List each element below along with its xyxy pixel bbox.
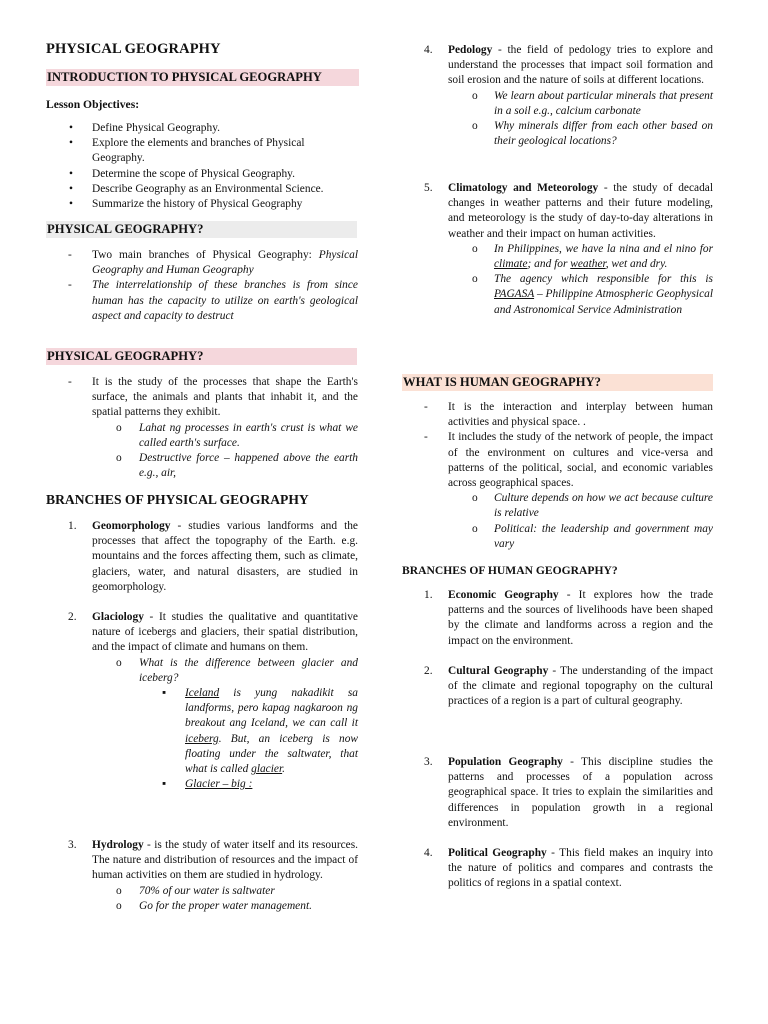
- circle-item: o 70% of our water is saltwater: [46, 884, 358, 899]
- intro-heading: INTRODUCTION TO PHYSICAL GEOGRAPHY: [46, 69, 359, 86]
- objective-item: • Determine the scope of Physical Geography.: [46, 167, 358, 182]
- circle-marker: o: [472, 89, 478, 102]
- hydrology-item: 3. Hydrology - is the study of water itself and its resources. The nature and distribution of resources and the impact of human activities on them are studied in hydrology. o 70% of our water is saltwater o Go for the proper water management.: [46, 838, 358, 914]
- circle-item: o In Philippines, we have la nina and el nino for climate; and for weather, wet and dry.: [472, 242, 713, 271]
- geomorphology-item: 1. Geomorphology - studies various landforms and the processes that affect the topography of the Earth. e.g. mountains and the forces affecting them, such as climate, glaciers, water, and natural disasters, are studied in geomorphology.: [68, 520, 358, 593]
- branches-human-heading: BRANCHES OF HUMAN GEOGRAPHY?: [402, 564, 618, 577]
- circle-item: o Why minerals differ from each other based on their geological locations?: [472, 120, 713, 148]
- pedology-item: 4. Pedology - the field of pedology tries to explore and understand the processes that impact soil formation and soil erosion and the nature of soils at different locations. o We learn about particular minerals that present in a soil e.g., calcium carbonate o Why minerals differ from each other based on their geological locations?: [402, 43, 713, 149]
- circle-marker: o: [116, 884, 122, 897]
- physical-geography-1-list: [46, 248, 358, 324]
- objectives-list: [46, 121, 358, 212]
- term-economic-geography: Economic Geography: [448, 589, 559, 601]
- dash-item: - It is the study of the processes that shape the Earth's surface, the animals and plants that inhabit it, and the spatial patterns they exhibit.: [68, 376, 358, 419]
- section-heading-physical-geography-2: PHYSICAL GEOGRAPHY?: [46, 348, 357, 365]
- dash-item: - The interrelationship of these branches is from since human has the capacity to utilize on earth's geological aspect and capacity to destruct: [68, 279, 358, 322]
- document-title: PHYSICAL GEOGRAPHY: [46, 41, 221, 57]
- circle-marker: o: [472, 522, 478, 535]
- term-hydrology: Hydrology: [92, 839, 144, 851]
- term-glaciology: Glaciology: [92, 611, 144, 623]
- dash-marker: -: [68, 249, 72, 261]
- human-geography-heading: WHAT IS HUMAN GEOGRAPHY?: [402, 374, 713, 391]
- objective-item: • Summarize the history of Physical Geography: [46, 197, 358, 212]
- economic-geography-item: 1. Economic Geography - It explores how the trade patterns and the sources of livelihoods have been shaped by the climate and landforms across a region and the impact on the environment.: [424, 589, 713, 647]
- bullet-marker: •: [69, 182, 73, 195]
- circle-marker: o: [116, 421, 122, 434]
- circle-marker: o: [116, 899, 122, 912]
- population-geography-item: 3. Population Geography - This discipline studies the patterns and processes of a population across geographical space. It tries to explain the similarities and differences in population growth in a regional environment.: [424, 756, 713, 829]
- square-marker: ▪: [162, 687, 167, 700]
- dash-item: - It includes the study of the network of people, the impact of the environment on cultures and vice-versa and patterns of the political, social, and economic variables across geographical spaces.: [424, 431, 713, 490]
- section-heading-physical-geography-1: PHYSICAL GEOGRAPHY?: [46, 221, 357, 238]
- dash-marker: -: [424, 431, 428, 444]
- climatology-item: 5. Climatology and Meteorology - the study of decadal changes in weather patterns and their future modeling, and meteorology is the study of day-to-day alterations in weather and their impact on human activities. o In Philippines, we have la nina and el nino for climate; and for weather, wet and dry. o The agency which responsible for this is PAGASA – Philippine Atmospheric Geophysical and Astronomical Service Administration: [402, 181, 713, 318]
- circle-item: o The agency which responsible for this is PAGASA – Philippine Atmospheric Geophysical and Astronomical Service Administration: [472, 273, 713, 316]
- square-item: ▪ Iceland is yung nakadikit sa landforms, pero kapag nagkaroon ng breakout ang Iceland, we can call it iceberg. But, an iceberg is now floating under the saltwater, that what is called glacier.: [162, 687, 358, 776]
- term-pedology: Pedology: [448, 44, 493, 56]
- objective-item: • Explore the elements and branches of Physical Geography.: [69, 137, 305, 165]
- circle-item: o We learn about particular minerals that present in a soil e.g., calcium carbonate: [472, 89, 713, 117]
- circle-marker: o: [116, 452, 122, 465]
- term-cultural-geography: Cultural Geography: [448, 665, 549, 677]
- objectives-label: Lesson Objectives:: [46, 98, 140, 111]
- square-marker: ▪: [162, 778, 167, 791]
- physical-geography-2-list: [46, 375, 358, 481]
- circle-item: o Go for the proper water management.: [46, 899, 358, 914]
- term-political-geography: Political Geography: [448, 847, 547, 859]
- glaciology-item: 2. Glaciology - It studies the qualitative and quantitative nature of icebergs and glaciers, their spatial distribution, and the impact of climate and humans on them. o What is the difference between glacier and iceberg? ▪ Iceland is yung nakadikit sa landforms, pero kapag nagkaroon ng breakout ang Iceland, we can call it iceberg. But, an iceberg is now floating under the saltwater, that what is called glacier. ▪ Glacier – big :: [46, 610, 358, 792]
- dash-marker: -: [68, 279, 72, 292]
- circle-marker: o: [472, 273, 478, 286]
- human-geography-list: [402, 400, 713, 552]
- bullet-marker: •: [69, 122, 73, 134]
- circle-item: o What is the difference between glacier and iceberg?: [116, 656, 358, 684]
- bullet-marker: •: [69, 137, 73, 150]
- bullet-marker: •: [69, 167, 73, 180]
- branches-physical-heading: BRANCHES OF PHYSICAL GEOGRAPHY: [46, 492, 309, 507]
- objective-item: • Describe Geography as an Environmental Science.: [46, 182, 358, 197]
- circle-marker: o: [472, 492, 478, 505]
- political-geography-item: 4. Political Geography - This field makes an inquiry into the nature of politics and compares and contrasts the politics of regions in a spatial context.: [424, 847, 713, 890]
- dash-item: - Two main branches of Physical Geography: Physical Geography and Human Geography: [68, 249, 358, 277]
- circle-item: o Destructive force – happened above the earth e.g., air,: [116, 452, 358, 480]
- term-geomorphology: Geomorphology: [92, 520, 171, 532]
- square-item: ▪ Glacier – big :: [46, 777, 358, 792]
- circle-item: o Culture depends on how we act because culture is relative: [472, 492, 713, 520]
- circle-item: o Political: the leadership and government may vary: [472, 522, 713, 550]
- term-climatology: Climatology and Meteorology: [448, 182, 599, 194]
- dash-marker: -: [68, 376, 72, 388]
- objective-item: • Define Physical Geography.: [46, 121, 358, 136]
- cultural-geography-item: 2. Cultural Geography - The understanding of the impact of the climate and regional topography on the cultural practices of a region is a part of cultural geography.: [424, 665, 713, 708]
- circle-marker: o: [472, 120, 478, 133]
- circle-marker: o: [116, 656, 122, 669]
- dash-item: - It is the interaction and interplay between human activities and physical space. .: [424, 401, 713, 429]
- circle-item: o Lahat ng processes in earth's crust is what we called earth's surface.: [116, 421, 358, 449]
- bullet-marker: •: [69, 198, 73, 211]
- dash-marker: -: [424, 401, 428, 413]
- circle-marker: o: [472, 242, 478, 255]
- term-population-geography: Population Geography: [448, 756, 563, 768]
